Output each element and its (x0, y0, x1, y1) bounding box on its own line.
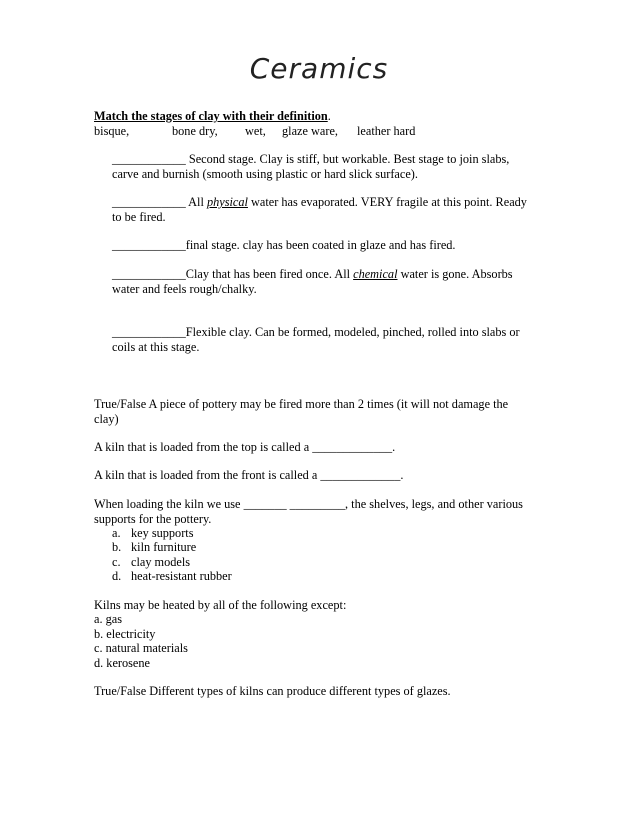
loading-choice-b (112, 540, 196, 555)
match-item-2-pre: ____________ All (112, 195, 207, 209)
heated-choice-c: c. natural materials (94, 641, 188, 655)
heated-choice-d: d. kerosene (94, 656, 150, 670)
match-item-2-emphasis: physical (206, 195, 248, 209)
match-item-5-line2: coils at this stage. (112, 340, 200, 354)
matching-heading-period: . (327, 109, 331, 123)
loading-choice-c-letter: c. (112, 555, 121, 569)
question-loading-line1: When loading the kiln we use _______ _________, the shelves, legs, and other various (94, 497, 523, 511)
option-bisque: bisque, (94, 124, 130, 138)
question-loading-line2: supports for the pottery. (94, 512, 212, 526)
match-item-2-line2: to be fired. (112, 210, 166, 224)
match-item-4-emphasis: chemical (353, 267, 398, 281)
match-item-4-line2: water and feels rough/chalky. (112, 282, 257, 296)
loading-choice-a (112, 526, 194, 541)
match-item-4-post: water is gone. Absorbs (397, 267, 513, 281)
loading-choice-d (112, 569, 232, 584)
option-leather-hard: leather hard (357, 124, 416, 138)
matching-heading (94, 109, 331, 124)
match-item-4-pre: ____________Clay that has been fired once. All (112, 267, 354, 281)
match-item-1-line1: ____________ Second stage. Clay is stiff, but workable. Best stage to join slabs, (112, 152, 510, 166)
matching-heading-text: Match the stages of clay with their definition (94, 109, 328, 123)
heated-choice-a: a. gas (94, 612, 122, 626)
tf-question-1-line2: clay) (94, 412, 119, 426)
loading-choice-a-letter: a. (112, 526, 121, 540)
match-item-1-line2: carve and burnish (smooth using plastic or hard slick surface). (112, 167, 418, 181)
page-title: Ceramics (249, 52, 389, 85)
match-item-5-line1: ____________Flexible clay. Can be formed, modeled, pinched, rolled into slabs or (112, 325, 520, 339)
loading-choice-b-letter: b. (112, 540, 122, 554)
loading-choice-b-text: kiln furniture (131, 540, 197, 554)
option-wet: wet, (245, 124, 266, 138)
loading-choice-c (112, 555, 190, 570)
match-item-2-line1 (112, 195, 527, 210)
loading-choice-d-text: heat-resistant rubber (131, 569, 232, 583)
tf-question-1-line1: True/False A piece of pottery may be fired more than 2 times (it will not damage the (94, 397, 509, 411)
heated-choice-b: b. electricity (94, 627, 156, 641)
option-glaze-ware: glaze ware, (282, 124, 338, 138)
question-kiln-front: A kiln that is loaded from the front is called a _____________. (94, 468, 404, 482)
tf-question-2: True/False Different types of kilns can produce different types of glazes. (94, 684, 451, 698)
loading-choice-d-letter: d. (112, 569, 122, 583)
match-item-3-line1: ____________final stage. clay has been coated in glaze and has fired. (112, 238, 456, 252)
question-heated-stem: Kilns may be heated by all of the following except: (94, 598, 347, 612)
question-kiln-top: A kiln that is loaded from the top is called a _____________. (94, 440, 396, 454)
match-item-4-line1 (112, 267, 513, 282)
loading-choice-c-text: clay models (131, 555, 191, 569)
option-bone-dry: bone dry, (172, 124, 218, 138)
loading-choice-a-text: key supports (131, 526, 194, 540)
match-item-2-post: water has evaporated. VERY fragile at this point. Ready (247, 195, 527, 209)
